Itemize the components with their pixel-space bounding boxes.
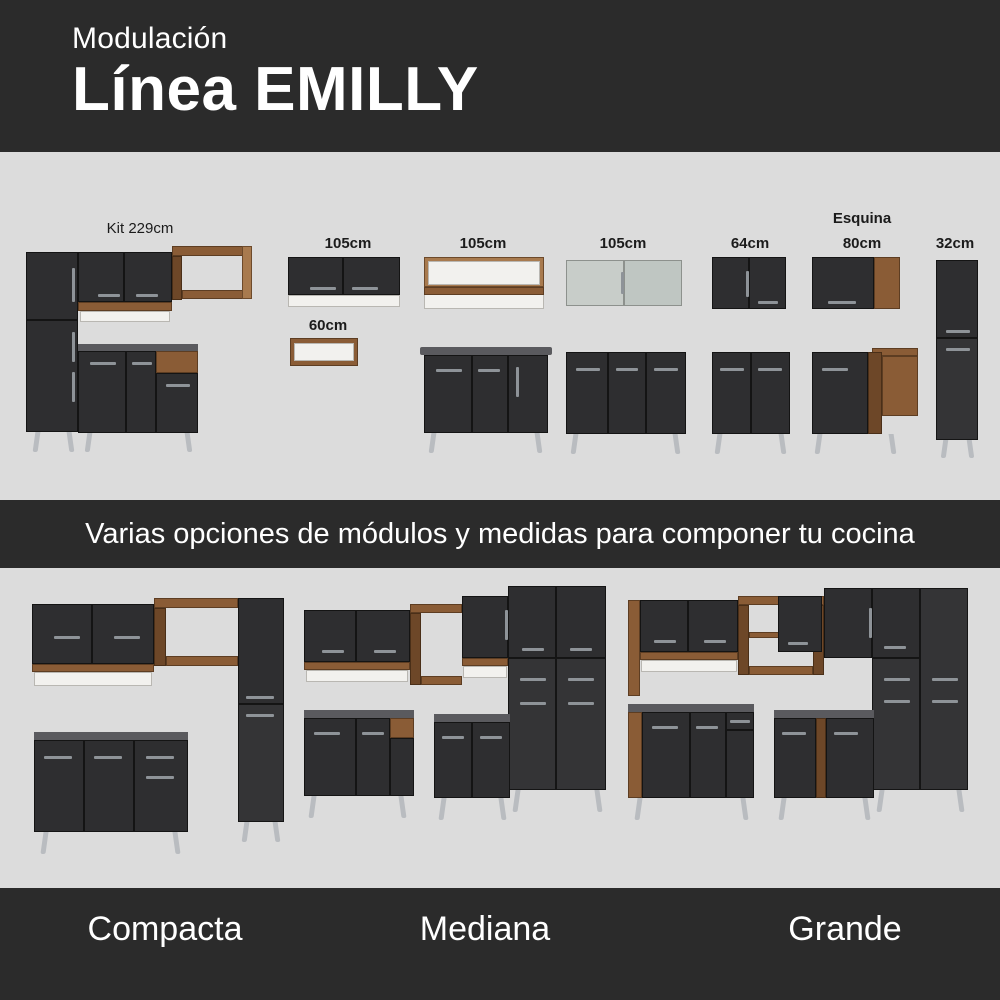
module-aereo105b[interactable] bbox=[424, 257, 544, 309]
page-title: Línea EMILLY bbox=[72, 55, 479, 124]
header-kicker: Modulación bbox=[72, 22, 228, 55]
module-label-esquina-top: Esquina bbox=[832, 210, 892, 227]
module-label-esquina80: 80cm bbox=[842, 235, 882, 252]
module-torre32[interactable] bbox=[936, 260, 978, 440]
header bbox=[0, 0, 1000, 152]
kit-mediana[interactable] bbox=[300, 592, 610, 854]
module-aereo105c[interactable] bbox=[566, 260, 682, 306]
kit-label-grande: Grande bbox=[788, 910, 902, 948]
footer bbox=[0, 888, 1000, 1000]
caption-bar bbox=[0, 500, 1000, 568]
module-bajo-esquina80[interactable] bbox=[812, 348, 918, 434]
module-label-aereo60: 60cm bbox=[308, 317, 348, 334]
kit-compacta[interactable] bbox=[28, 604, 283, 854]
module-bajo-105-counter[interactable] bbox=[424, 347, 548, 433]
caption-text: Varias opciones de módulos y medidas para componer tu cocina bbox=[85, 517, 915, 550]
kit-label-compacta: Compacta bbox=[87, 910, 243, 948]
module-kit229[interactable] bbox=[20, 252, 270, 442]
module-esquina80-aereo[interactable] bbox=[812, 257, 900, 309]
module-label-kit229: Kit 229cm bbox=[106, 220, 174, 237]
module-label-aereo105b: 105cm bbox=[459, 235, 507, 252]
module-aereo105a[interactable] bbox=[288, 257, 400, 307]
kits-gallery bbox=[0, 568, 1000, 888]
module-label-aereo105c: 105cm bbox=[599, 235, 647, 252]
module-label-aereo64: 64cm bbox=[730, 235, 770, 252]
module-bajo-105[interactable] bbox=[566, 352, 686, 434]
module-label-torre32: 32cm bbox=[935, 235, 975, 252]
kit-label-mediana: Mediana bbox=[419, 910, 551, 948]
module-bajo-64[interactable] bbox=[712, 352, 790, 434]
module-label-aereo105a: 105cm bbox=[324, 235, 372, 252]
module-aereo60[interactable] bbox=[290, 338, 358, 366]
kit-grande[interactable] bbox=[628, 592, 972, 854]
module-aereo64[interactable] bbox=[712, 257, 786, 309]
modules-gallery bbox=[0, 152, 1000, 500]
